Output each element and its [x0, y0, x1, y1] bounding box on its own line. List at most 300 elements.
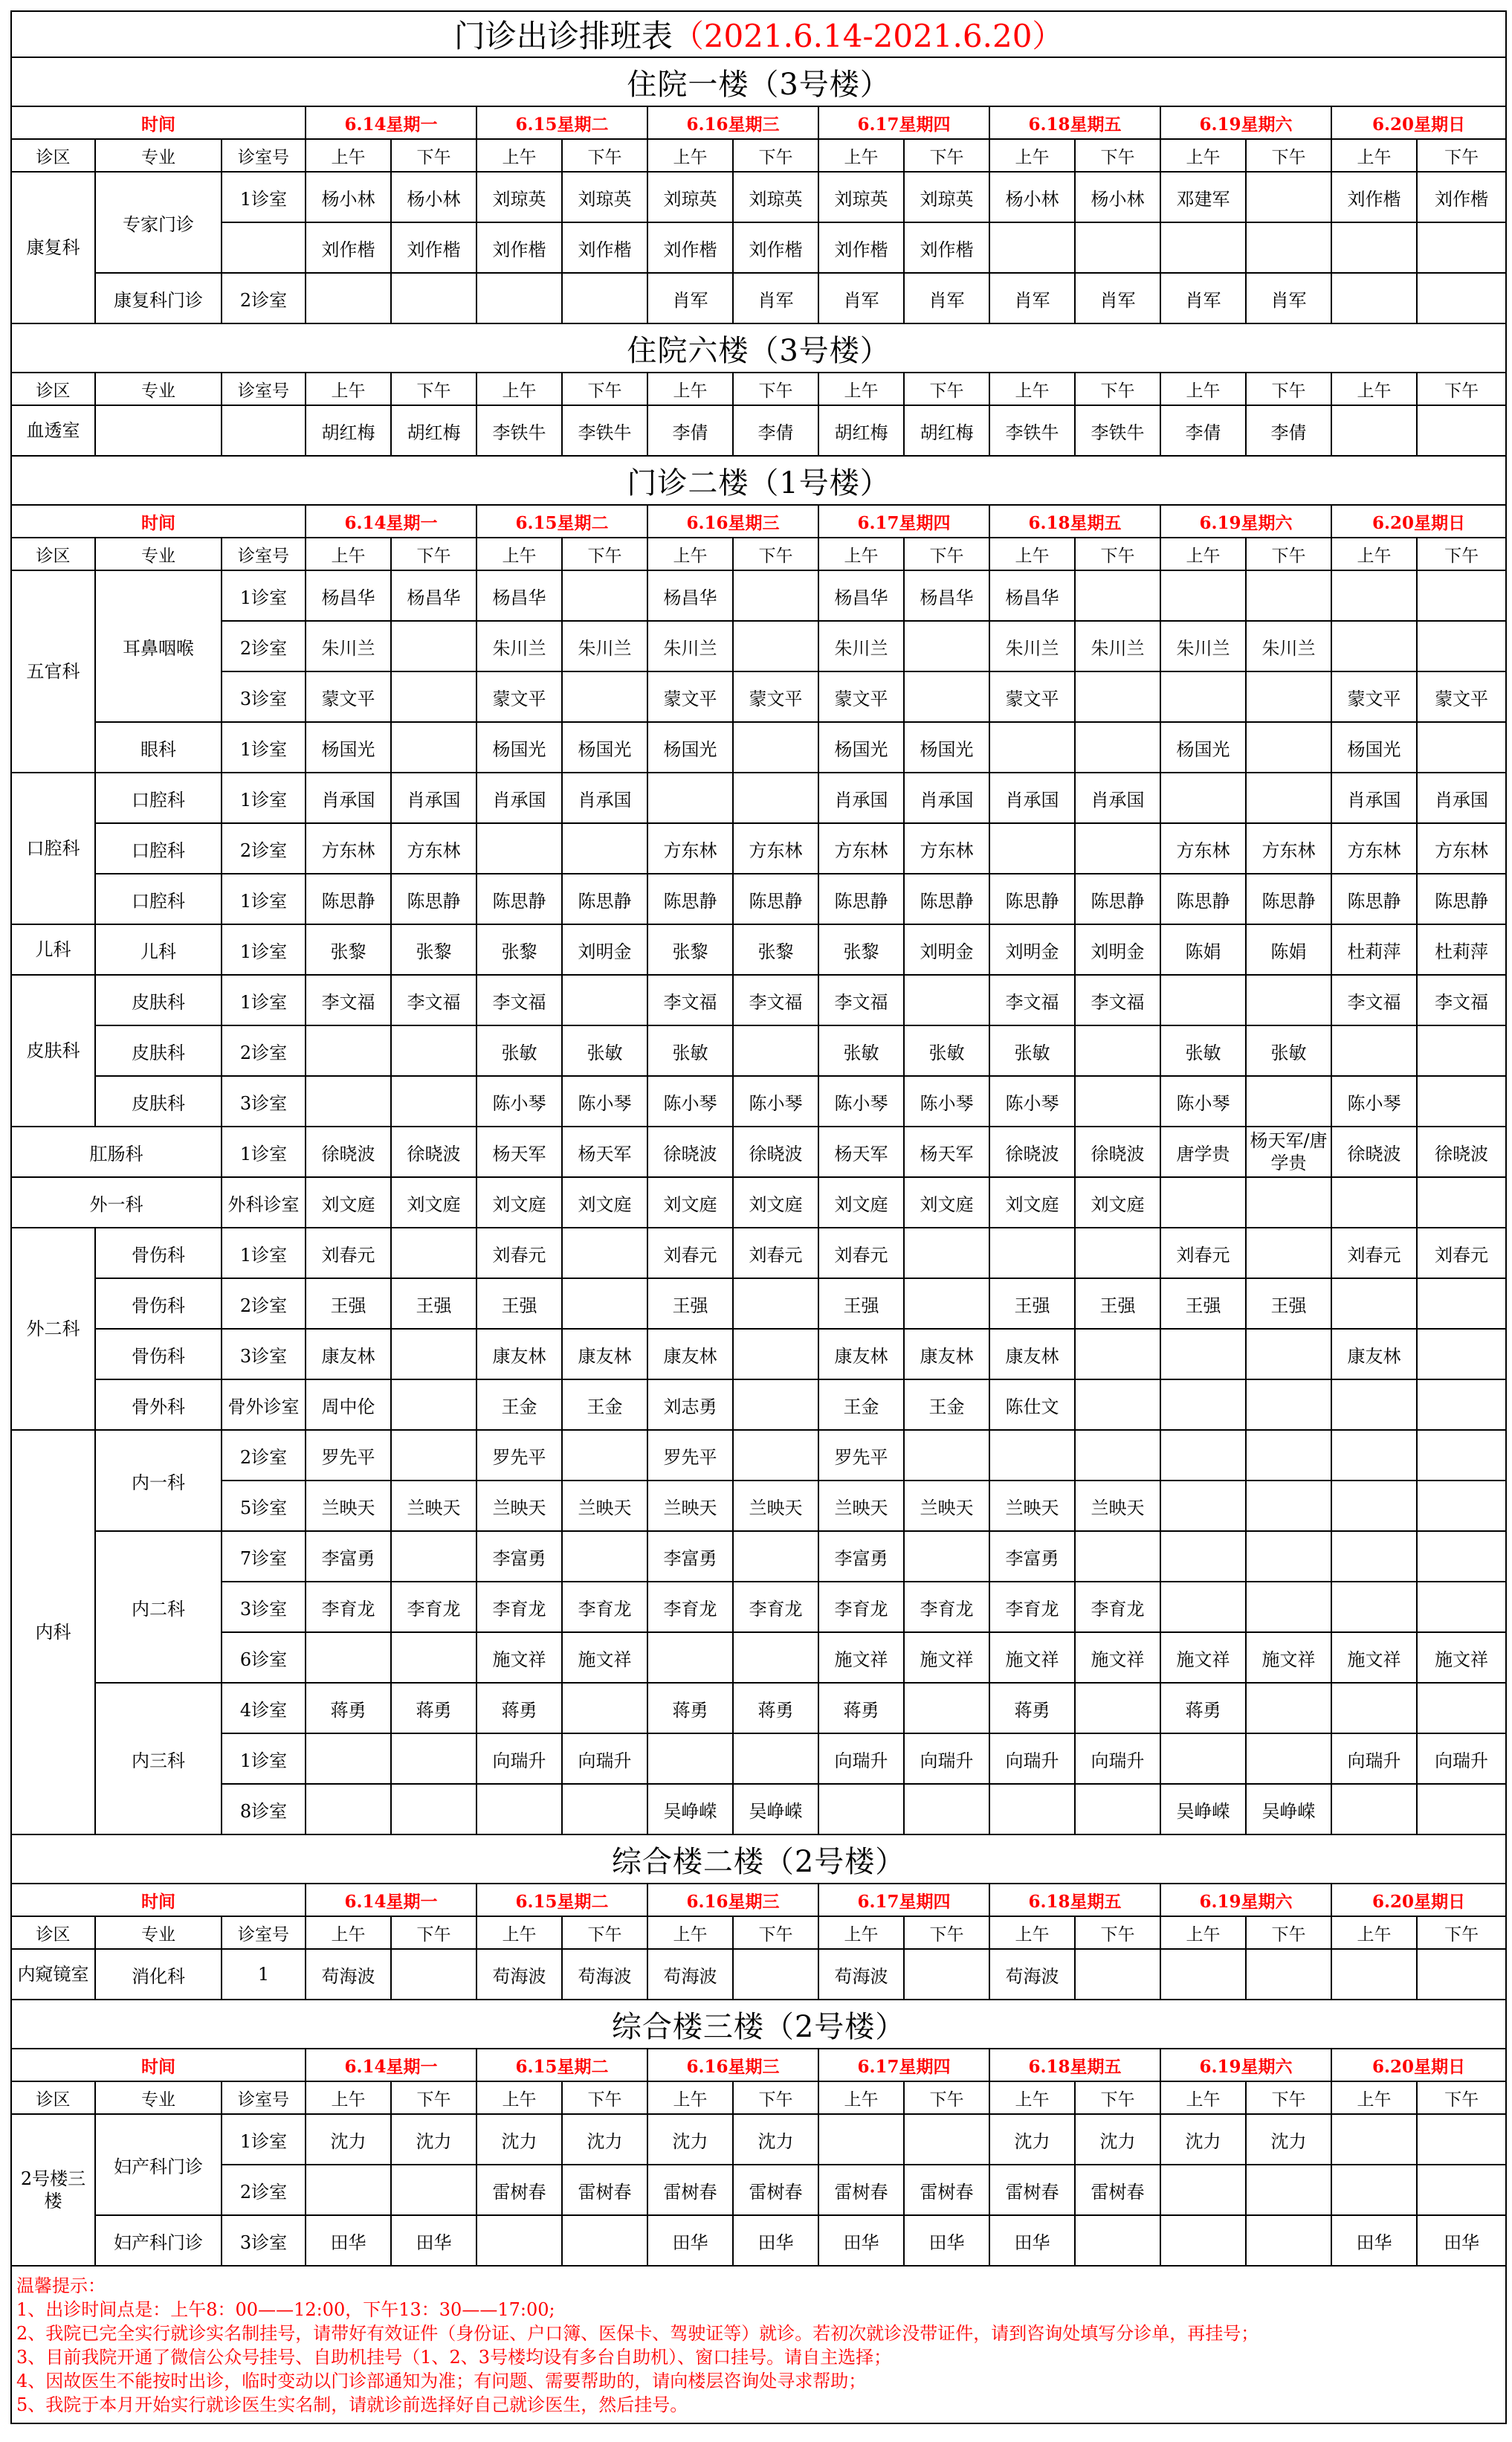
- doctor-slot: [1246, 172, 1331, 222]
- schedule-row: [11, 1329, 1506, 1379]
- doctor-slot: 李铁牛: [476, 405, 562, 456]
- doctor-slot: [904, 1949, 989, 2000]
- area-header: 诊区: [11, 538, 95, 570]
- doctor-slot: 杨昌华: [647, 570, 733, 621]
- doctor-slot: 蒙文平: [1331, 671, 1417, 722]
- doctor-slot: 徐晓波: [647, 1127, 733, 1177]
- doctor-slot: 刘作楷: [1331, 172, 1417, 222]
- doctor-slot: 李文福: [391, 975, 476, 1025]
- doctor-slot: 兰映天: [562, 1481, 647, 1531]
- section-title-row: [11, 456, 1506, 505]
- doctor-slot: 刘春元: [1331, 1228, 1417, 1278]
- pm-header: 下午: [1246, 139, 1331, 172]
- doctor-slot: [391, 1379, 476, 1430]
- doctor-slot: [1417, 273, 1506, 323]
- date-header: 6.17星期四: [818, 1884, 989, 1916]
- pm-header: 下午: [1246, 1916, 1331, 1949]
- doctor-slot: 李育龙: [476, 1582, 562, 1632]
- specialty-cell: 内一科: [95, 1430, 222, 1531]
- doctor-slot: 罗先平: [818, 1430, 904, 1481]
- doctor-slot: [306, 1733, 391, 1784]
- page-title: [11, 11, 1506, 57]
- doctor-slot: [1246, 570, 1331, 621]
- doctor-slot: 李倩: [733, 405, 818, 456]
- area-cell: 内窥镜室: [11, 1949, 95, 2000]
- doctor-slot: 肖军: [733, 273, 818, 323]
- title-range: （2021.6.14-2021.6.20）: [672, 18, 1064, 54]
- notes-title: 温馨提示：: [16, 2275, 106, 2296]
- column-header-row: [11, 139, 1506, 172]
- schedule-row: [11, 405, 1506, 456]
- doctor-slot: [1160, 773, 1246, 823]
- doctor-slot: 李文福: [989, 975, 1075, 1025]
- doctor-slot: [904, 621, 989, 671]
- doctor-slot: 肖承国: [306, 773, 391, 823]
- date-header: 6.18星期五: [989, 2049, 1160, 2081]
- doctor-slot: [1246, 1949, 1331, 2000]
- doctor-slot: 王金: [562, 1379, 647, 1430]
- date-header: 6.17星期四: [818, 106, 989, 139]
- pm-header: 下午: [391, 2081, 476, 2114]
- doctor-slot: 王强: [1160, 1278, 1246, 1329]
- room-cell: 6诊室: [222, 1632, 306, 1683]
- doctor-slot: 李富勇: [476, 1531, 562, 1582]
- doctor-slot: [904, 1784, 989, 1834]
- doctor-slot: 肖承国: [391, 773, 476, 823]
- date-header: 6.20星期日: [1331, 106, 1506, 139]
- room-cell: 8诊室: [222, 1784, 306, 1834]
- room-cell: [222, 405, 306, 456]
- date-header: 6.14星期一: [306, 106, 476, 139]
- notes-item: 3、目前我院开通了微信公众号挂号、自助机挂号（1、2、3号楼均设有多台自助机）、窗口挂号。请自主选择；: [16, 2347, 892, 2368]
- doctor-slot: 杨国光: [818, 722, 904, 773]
- doctor-slot: [562, 1683, 647, 1733]
- doctor-slot: 陈仕文: [989, 1379, 1075, 1430]
- pm-header: 下午: [733, 373, 818, 405]
- doctor-slot: [1160, 1379, 1246, 1430]
- doctor-slot: [391, 2165, 476, 2215]
- doctor-slot: 蒋勇: [1160, 1683, 1246, 1733]
- room-header: 诊室号: [222, 1916, 306, 1949]
- doctor-slot: [391, 671, 476, 722]
- doctor-slot: 朱川兰: [562, 621, 647, 671]
- doctor-slot: 兰映天: [733, 1481, 818, 1531]
- room-cell: 1诊室: [222, 570, 306, 621]
- doctor-slot: 刘作楷: [391, 222, 476, 273]
- doctor-slot: 陈小琴: [733, 1076, 818, 1127]
- schedule-row: [11, 1481, 1506, 1531]
- doctor-slot: 张黎: [647, 924, 733, 975]
- doctor-slot: 杨昌华: [391, 570, 476, 621]
- doctor-slot: 田华: [818, 2215, 904, 2266]
- section-title-row: [11, 1834, 1506, 1884]
- date-header: 6.19星期六: [1160, 505, 1331, 538]
- doctor-slot: 苟海波: [476, 1949, 562, 2000]
- doctor-slot: [391, 1949, 476, 2000]
- doctor-slot: 刘作楷: [562, 222, 647, 273]
- specialty-cell: 康复科门诊: [95, 273, 222, 323]
- doctor-slot: [1075, 1784, 1160, 1834]
- doctor-slot: 肖承国: [818, 773, 904, 823]
- doctor-slot: [1417, 570, 1506, 621]
- doctor-slot: 李育龙: [1075, 1582, 1160, 1632]
- doctor-slot: 胡红梅: [391, 405, 476, 456]
- room-cell: 1诊室: [222, 1228, 306, 1278]
- room-cell: 1诊室: [222, 773, 306, 823]
- specialty-cell: 骨伤科: [95, 1278, 222, 1329]
- pm-header: 下午: [1075, 373, 1160, 405]
- doctor-slot: 罗先平: [647, 1430, 733, 1481]
- room-header: 诊室号: [222, 373, 306, 405]
- room-cell: 3诊室: [222, 671, 306, 722]
- pm-header: 下午: [562, 2081, 647, 2114]
- doctor-slot: 杨小林: [1075, 172, 1160, 222]
- doctor-slot: [1160, 1582, 1246, 1632]
- doctor-slot: 肖承国: [562, 773, 647, 823]
- doctor-slot: [1417, 1481, 1506, 1531]
- doctor-slot: 刘作楷: [1417, 172, 1506, 222]
- room-cell: 骨外诊室: [222, 1379, 306, 1430]
- am-header: 上午: [1160, 373, 1246, 405]
- doctor-slot: 朱川兰: [1075, 621, 1160, 671]
- doctor-slot: 张敏: [989, 1025, 1075, 1076]
- doctor-slot: [1160, 1177, 1246, 1228]
- doctor-slot: 方东林: [818, 823, 904, 874]
- doctor-slot: 蒋勇: [391, 1683, 476, 1733]
- doctor-slot: 雷树春: [476, 2165, 562, 2215]
- doctor-slot: 肖军: [1246, 273, 1331, 323]
- schedule-row: [11, 1127, 1506, 1177]
- doctor-slot: [1246, 1379, 1331, 1430]
- doctor-slot: 蒋勇: [476, 1683, 562, 1733]
- specialty-cell: 骨伤科: [95, 1228, 222, 1278]
- doctor-slot: 刘春元: [1160, 1228, 1246, 1278]
- doctor-slot: [1246, 671, 1331, 722]
- area-cell: 康复科: [11, 172, 95, 323]
- room-cell: 1诊室: [222, 1733, 306, 1784]
- doctor-slot: 吴峥嵘: [733, 1784, 818, 1834]
- pm-header: 下午: [1246, 2081, 1331, 2114]
- section-title: 住院一楼（3号楼）: [11, 57, 1506, 106]
- doctor-slot: 方东林: [1331, 823, 1417, 874]
- doctor-slot: 方东林: [391, 823, 476, 874]
- doctor-slot: [1246, 1481, 1331, 1531]
- doctor-slot: 雷树春: [904, 2165, 989, 2215]
- doctor-slot: 沈力: [1246, 2114, 1331, 2165]
- am-header: 上午: [818, 2081, 904, 2114]
- schedule-row: [11, 1278, 1506, 1329]
- area-cell: 儿科: [11, 924, 95, 975]
- specialty-header: 专业: [95, 538, 222, 570]
- doctor-slot: 兰映天: [306, 1481, 391, 1531]
- doctor-slot: 康友林: [989, 1329, 1075, 1379]
- am-header: 上午: [1160, 1916, 1246, 1949]
- doctor-slot: [1331, 1949, 1417, 2000]
- doctor-slot: [1417, 1025, 1506, 1076]
- date-header: 6.16星期三: [647, 2049, 818, 2081]
- doctor-slot: 徐晓波: [989, 1127, 1075, 1177]
- doctor-slot: [1331, 222, 1417, 273]
- doctor-slot: [476, 1784, 562, 1834]
- schedule-row: [11, 823, 1506, 874]
- schedule-row: [11, 1379, 1506, 1430]
- room-header: 诊室号: [222, 139, 306, 172]
- schedule-row: [11, 1531, 1506, 1582]
- doctor-slot: 陈思静: [562, 874, 647, 924]
- doctor-slot: 邓建军: [1160, 172, 1246, 222]
- doctor-slot: [1246, 1430, 1331, 1481]
- doctor-slot: [1331, 1683, 1417, 1733]
- doctor-slot: 张敏: [562, 1025, 647, 1076]
- doctor-slot: 李育龙: [818, 1582, 904, 1632]
- schedule-row: [11, 1228, 1506, 1278]
- specialty-header: 专业: [95, 373, 222, 405]
- schedule-row: [11, 1430, 1506, 1481]
- doctor-slot: [733, 1278, 818, 1329]
- doctor-slot: 杨昌华: [904, 570, 989, 621]
- date-header: 6.14星期一: [306, 505, 476, 538]
- doctor-slot: 施文祥: [1331, 1632, 1417, 1683]
- doctor-slot: [1160, 1329, 1246, 1379]
- doctor-slot: 王强: [989, 1278, 1075, 1329]
- doctor-slot: [733, 1632, 818, 1683]
- doctor-slot: [391, 621, 476, 671]
- date-header-row: [11, 2049, 1506, 2081]
- time-label: 时间: [11, 1884, 306, 1916]
- doctor-slot: 杨小林: [391, 172, 476, 222]
- doctor-slot: [306, 1784, 391, 1834]
- doctor-slot: 肖军: [1075, 273, 1160, 323]
- doctor-slot: 方东林: [306, 823, 391, 874]
- doctor-slot: 刘作楷: [904, 222, 989, 273]
- doctor-slot: 李育龙: [733, 1582, 818, 1632]
- date-header: 6.19星期六: [1160, 2049, 1331, 2081]
- doctor-slot: 李富勇: [306, 1531, 391, 1582]
- doctor-slot: [989, 1784, 1075, 1834]
- doctor-slot: 雷树春: [562, 2165, 647, 2215]
- doctor-slot: 刘作楷: [647, 222, 733, 273]
- doctor-slot: 王金: [904, 1379, 989, 1430]
- doctor-slot: [1417, 722, 1506, 773]
- pm-header: 下午: [1417, 538, 1506, 570]
- doctor-slot: 康友林: [818, 1329, 904, 1379]
- doctor-slot: 张敏: [1160, 1025, 1246, 1076]
- area-cell: 外二科: [11, 1228, 95, 1430]
- doctor-slot: 杨国光: [647, 722, 733, 773]
- doctor-slot: [1246, 1329, 1331, 1379]
- specialty-cell: 眼科: [95, 722, 222, 773]
- date-header: 6.15星期二: [476, 2049, 647, 2081]
- doctor-slot: 罗先平: [306, 1430, 391, 1481]
- am-header: 上午: [476, 2081, 562, 2114]
- doctor-slot: 康友林: [1331, 1329, 1417, 1379]
- doctor-slot: 王强: [476, 1278, 562, 1329]
- doctor-slot: 肖承国: [1417, 773, 1506, 823]
- doctor-slot: 蒙文平: [476, 671, 562, 722]
- doctor-slot: 朱川兰: [1160, 621, 1246, 671]
- room-cell: 1诊室: [222, 722, 306, 773]
- doctor-slot: 方东林: [1246, 823, 1331, 874]
- area-header: 诊区: [11, 2081, 95, 2114]
- doctor-slot: 李文福: [647, 975, 733, 1025]
- doctor-slot: [818, 2114, 904, 2165]
- doctor-slot: [1075, 1531, 1160, 1582]
- schedule-row: [11, 975, 1506, 1025]
- am-header: 上午: [989, 538, 1075, 570]
- room-cell: 7诊室: [222, 1531, 306, 1582]
- date-header: 6.15星期二: [476, 1884, 647, 1916]
- doctor-slot: 苟海波: [647, 1949, 733, 2000]
- doctor-slot: [1331, 621, 1417, 671]
- doctor-slot: [1160, 1531, 1246, 1582]
- room-cell: 3诊室: [222, 2215, 306, 2266]
- pm-header: 下午: [904, 373, 989, 405]
- doctor-slot: [1160, 2215, 1246, 2266]
- doctor-slot: 沈力: [1160, 2114, 1246, 2165]
- specialty-cell: 口腔科: [95, 823, 222, 874]
- pm-header: 下午: [1417, 373, 1506, 405]
- doctor-slot: 杨国光: [1331, 722, 1417, 773]
- room-cell: 2诊室: [222, 823, 306, 874]
- doctor-slot: 刘明金: [904, 924, 989, 975]
- doctor-slot: 肖承国: [989, 773, 1075, 823]
- doctor-slot: 施文祥: [1160, 1632, 1246, 1683]
- doctor-slot: [1331, 1025, 1417, 1076]
- doctor-slot: 刘作楷: [306, 222, 391, 273]
- am-header: 上午: [306, 538, 391, 570]
- doctor-slot: 刘琼英: [647, 172, 733, 222]
- doctor-slot: [647, 773, 733, 823]
- pm-header: 下午: [733, 538, 818, 570]
- doctor-slot: 李文福: [476, 975, 562, 1025]
- pm-header: 下午: [562, 373, 647, 405]
- am-header: 上午: [989, 1916, 1075, 1949]
- doctor-slot: [1246, 1582, 1331, 1632]
- section-title-row: [11, 57, 1506, 106]
- doctor-slot: [1417, 1683, 1506, 1733]
- am-header: 上午: [306, 2081, 391, 2114]
- schedule-row: [11, 773, 1506, 823]
- doctor-slot: 沈力: [562, 2114, 647, 2165]
- date-header-row: [11, 505, 1506, 538]
- doctor-slot: [391, 1329, 476, 1379]
- schedule-row: [11, 1949, 1506, 2000]
- specialty-cell: 骨外科: [95, 1379, 222, 1430]
- am-header: 上午: [989, 2081, 1075, 2114]
- column-header-row: [11, 538, 1506, 570]
- am-header: 上午: [989, 373, 1075, 405]
- doctor-slot: 杨天军: [562, 1127, 647, 1177]
- doctor-slot: 刘文庭: [904, 1177, 989, 1228]
- doctor-slot: 康友林: [904, 1329, 989, 1379]
- schedule-row: [11, 2165, 1506, 2215]
- doctor-slot: [1075, 722, 1160, 773]
- doctor-slot: 胡红梅: [818, 405, 904, 456]
- doctor-slot: [904, 1683, 989, 1733]
- doctor-slot: [733, 621, 818, 671]
- doctor-slot: 蒋勇: [647, 1683, 733, 1733]
- section-title-row: [11, 2000, 1506, 2049]
- doctor-slot: [733, 1733, 818, 1784]
- doctor-slot: [1331, 1481, 1417, 1531]
- doctor-slot: 杨小林: [306, 172, 391, 222]
- doctor-slot: 吴峥嵘: [1246, 1784, 1331, 1834]
- doctor-slot: [1331, 1379, 1417, 1430]
- doctor-slot: [989, 823, 1075, 874]
- section-title: 门诊二楼（1号楼）: [11, 456, 1506, 505]
- doctor-slot: [562, 570, 647, 621]
- doctor-slot: 杨国光: [1160, 722, 1246, 773]
- doctor-slot: 杨国光: [476, 722, 562, 773]
- doctor-slot: 陈思静: [1417, 874, 1506, 924]
- doctor-slot: [1417, 1379, 1506, 1430]
- doctor-slot: 陈思静: [1160, 874, 1246, 924]
- doctor-slot: 李富勇: [818, 1531, 904, 1582]
- doctor-slot: 肖承国: [476, 773, 562, 823]
- doctor-slot: 李铁牛: [562, 405, 647, 456]
- doctor-slot: 刘明金: [1075, 924, 1160, 975]
- specialty-header: 专业: [95, 1916, 222, 1949]
- doctor-slot: 朱川兰: [647, 621, 733, 671]
- doctor-slot: [1331, 405, 1417, 456]
- doctor-slot: 陈思静: [733, 874, 818, 924]
- doctor-slot: 肖军: [989, 273, 1075, 323]
- title-row: [11, 11, 1506, 57]
- doctor-slot: [562, 1531, 647, 1582]
- doctor-slot: 方东林: [1160, 823, 1246, 874]
- room-cell: 1诊室: [222, 1127, 306, 1177]
- doctor-slot: 田华: [306, 2215, 391, 2266]
- doctor-slot: [1075, 570, 1160, 621]
- doctor-slot: 王强: [818, 1278, 904, 1329]
- schedule-row: [11, 671, 1506, 722]
- specialty-cell: 专家门诊: [95, 172, 222, 273]
- specialty-cell: [95, 405, 222, 456]
- doctor-slot: 刘春元: [306, 1228, 391, 1278]
- doctor-slot: [1331, 1784, 1417, 1834]
- doctor-slot: 施文祥: [904, 1632, 989, 1683]
- pm-header: 下午: [391, 139, 476, 172]
- time-label: 时间: [11, 2049, 306, 2081]
- room-cell: 5诊室: [222, 1481, 306, 1531]
- specialty-header: 专业: [95, 2081, 222, 2114]
- doctor-slot: 李文福: [1417, 975, 1506, 1025]
- doctor-slot: 徐晓波: [306, 1127, 391, 1177]
- notes-item: 1、出诊时间点是：上午8：00——12:00，下午13：30——17:00;: [16, 2299, 555, 2320]
- specialty-cell: 口腔科: [95, 773, 222, 823]
- doctor-slot: 康友林: [306, 1329, 391, 1379]
- doctor-slot: 沈力: [989, 2114, 1075, 2165]
- doctor-slot: 李文福: [733, 975, 818, 1025]
- doctor-slot: [1160, 2165, 1246, 2215]
- area-header: 诊区: [11, 1916, 95, 1949]
- doctor-slot: [562, 2215, 647, 2266]
- am-header: 上午: [818, 1916, 904, 1949]
- doctor-slot: 田华: [1417, 2215, 1506, 2266]
- doctor-slot: 刘春元: [733, 1228, 818, 1278]
- doctor-slot: [1160, 975, 1246, 1025]
- doctor-slot: 陈思静: [818, 874, 904, 924]
- doctor-slot: [1331, 570, 1417, 621]
- doctor-slot: [733, 1329, 818, 1379]
- room-cell: 1诊室: [222, 975, 306, 1025]
- specialty-cell: 妇产科门诊: [95, 2114, 222, 2215]
- room-cell: 1诊室: [222, 172, 306, 222]
- date-header: 6.14星期一: [306, 2049, 476, 2081]
- schedule-row: [11, 874, 1506, 924]
- doctor-slot: 陈小琴: [1331, 1076, 1417, 1127]
- doctor-slot: 肖军: [647, 273, 733, 323]
